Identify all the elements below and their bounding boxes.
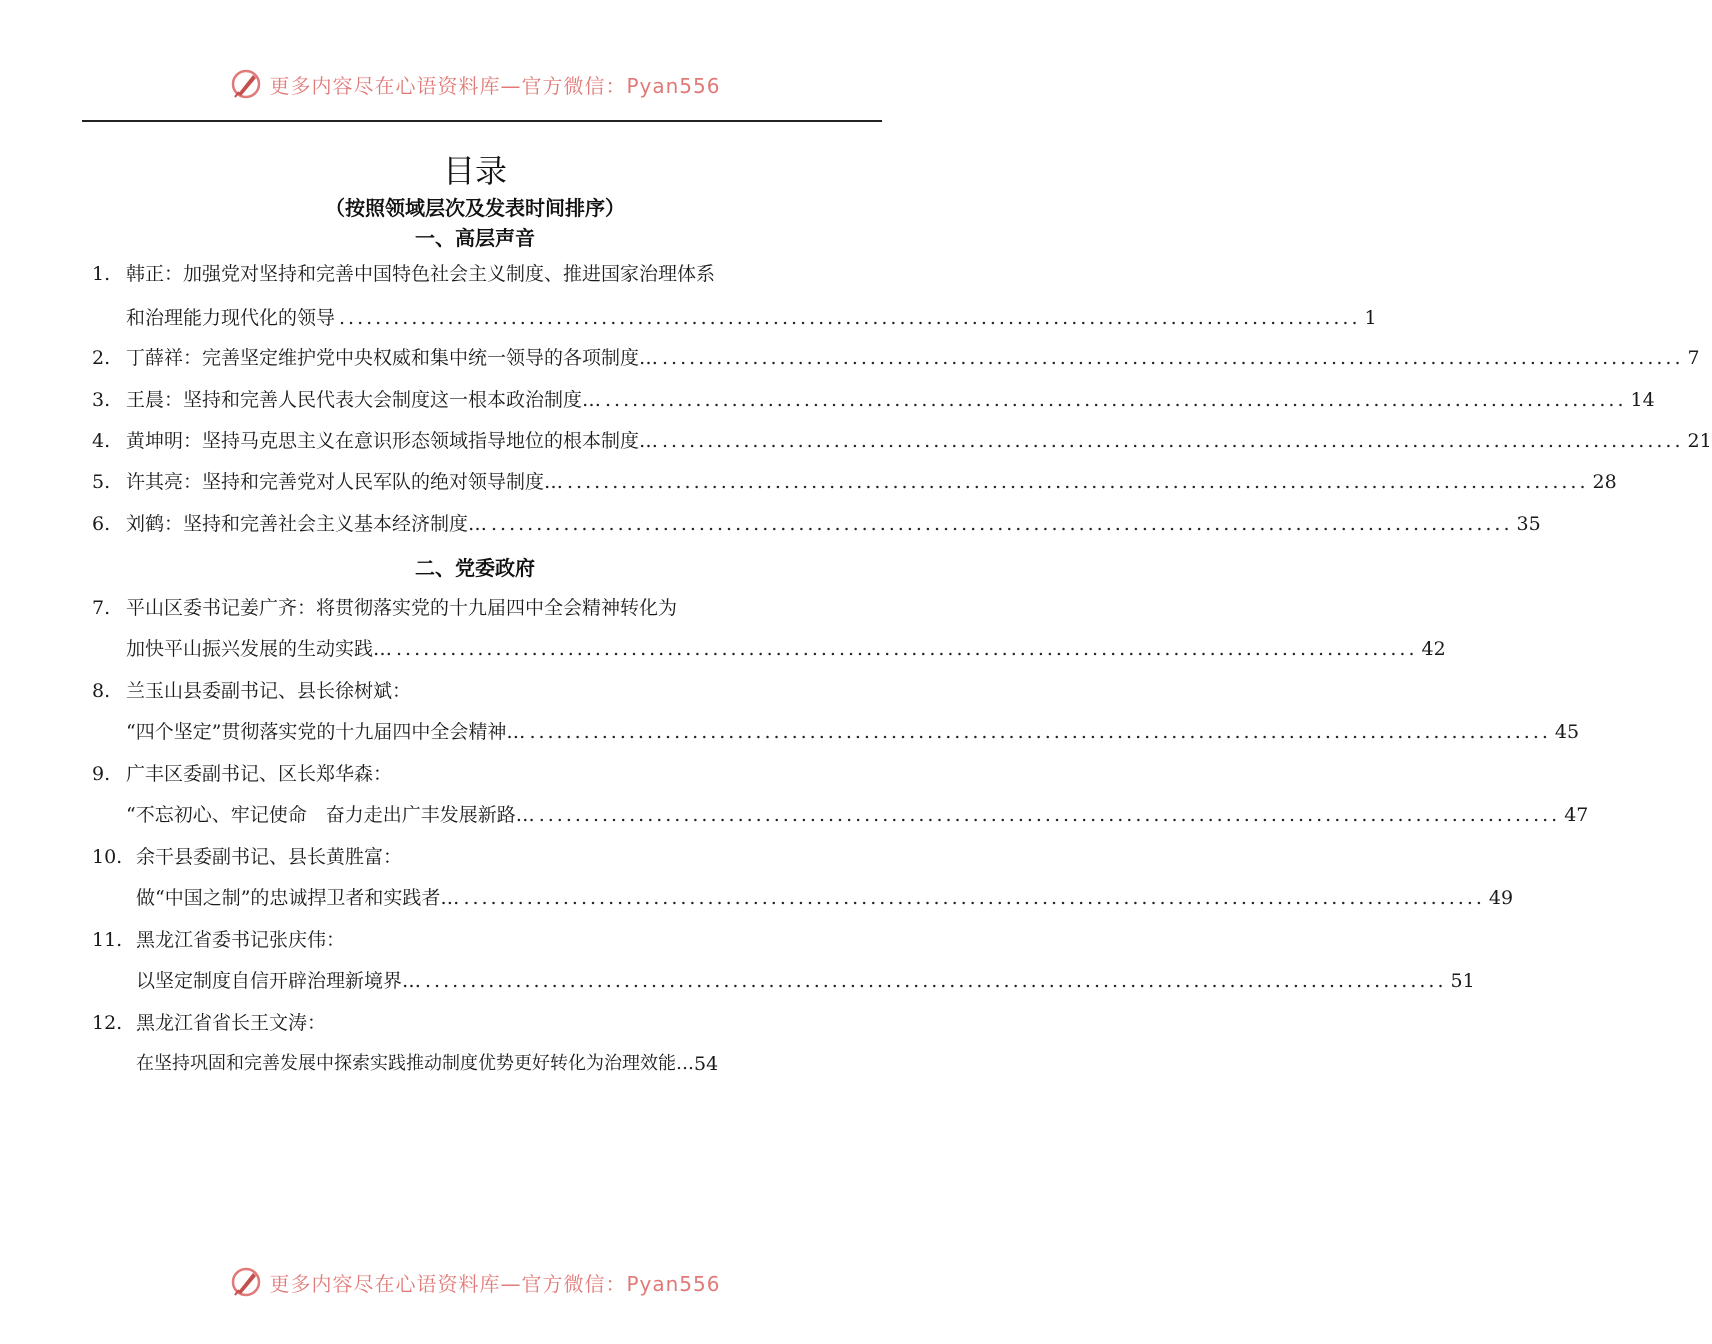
entry-number: 6. [92,513,111,535]
dot-leader: ................................................................................................................. [567,471,1589,493]
entry-number: 2. [92,347,111,369]
entry-title: 韩正：加强党对坚持和完善中国特色社会主义制度、推进国家治理体系 [126,263,716,285]
entry-title: 黑龙江省省长王文涛： [136,1012,327,1034]
page-number: 14 [1630,389,1655,411]
page-number: 54 [694,1053,719,1075]
entry-number: 9. [92,763,111,785]
toc-entry-continuation[interactable] [126,716,1580,748]
entry-title: 加快平山振兴发展的生动实践… [126,638,393,660]
toc-entry-continuation[interactable] [136,1048,860,1080]
entry-number: 5. [92,471,111,493]
toc-entry-continuation[interactable] [136,882,1514,914]
toc-entry[interactable] [92,758,852,790]
toc-entry-continuation[interactable] [126,799,1589,831]
dot-leader: ................................................................................................................. [339,307,1361,329]
entry-title: “不忘初心、牢记使命 奋力走出广丰发展新路… [126,804,535,826]
dot-leader: ................................................................................................................. [662,347,1684,369]
toc-entry[interactable] [92,258,852,290]
entry-title: 广丰区委副书记、区长郑华森： [126,763,393,785]
entry-title: 在坚持巩固和完善发展中探索实践推动制度优势更好转化为治理效能… [136,1053,694,1074]
toc-title: 目录 [442,152,507,190]
entry-title: 以坚定制度自信开辟治理新境界… [136,970,422,992]
entry-number: 12. [92,1012,123,1034]
dot-leader: ................................................................................................................. [529,721,1551,743]
dot-leader: ................................................................................................................. [425,970,1447,992]
entry-number: 7. [92,597,111,619]
toc-entry[interactable] [92,466,1617,498]
section-heading: 一、高层声音 [415,226,535,250]
toc-entry[interactable] [92,675,852,707]
section-heading: 二、党委政府 [415,556,535,580]
dot-leader: ................................................................................................................. [605,389,1627,411]
watermark-text: 更多内容尽在心语资料库—官方微信：Pyan556 [269,1271,721,1296]
entry-title: 黄坤明：坚持马克思主义在意识形态领域指导地位的根本制度… [126,430,659,452]
page-number: 47 [1564,804,1589,826]
toc-entry[interactable] [92,924,852,956]
toc-entry[interactable] [92,841,852,873]
toc-entry[interactable] [92,508,1541,540]
quill-logo-icon [229,67,263,101]
toc-entry[interactable] [92,425,1712,457]
entry-number: 4. [92,430,111,452]
entry-title: “四个坚定”贯彻落实党的十九届四中全会精神… [126,721,526,743]
toc-entry-continuation[interactable] [126,302,1377,334]
toc-subtitle: （按照领域层次及发表时间排序） [325,196,625,220]
quill-logo-icon [229,1265,263,1299]
toc-entry[interactable] [92,384,1655,416]
entry-title: 刘鹤：坚持和完善社会主义基本经济制度… [126,513,488,535]
entry-title: 王晨：坚持和完善人民代表大会制度这一根本政治制度… [126,389,602,411]
page-number: 7 [1687,347,1700,369]
page-number: 49 [1488,887,1514,909]
page-number: 42 [1421,638,1446,660]
entry-number: 8. [92,680,111,702]
entry-title: 许其亮：坚持和完善党对人民军队的绝对领导制度… [126,471,564,493]
entry-number: 11. [92,929,123,951]
entry-title: 余干县委副书记、县长黄胜富： [136,846,403,868]
entry-number: 3. [92,389,111,411]
entry-title: 兰玉山县委副书记、县长徐树斌： [126,680,412,702]
toc-entry-continuation[interactable] [136,965,1475,997]
dot-leader: ................................................................................................................. [396,638,1418,660]
watermark-text: 更多内容尽在心语资料库—官方微信：Pyan556 [269,73,721,98]
toc-entry[interactable] [92,592,852,624]
header-divider [82,120,882,122]
entry-title: 和治理能力现代化的领导 [126,307,336,329]
dot-leader: ................................................................................................................. [491,513,1513,535]
page-number: 35 [1516,513,1541,535]
page-number: 51 [1450,970,1475,992]
page-number: 1 [1364,307,1377,329]
dot-leader: ................................................................................................................. [538,804,1561,826]
page-number: 45 [1554,721,1580,743]
watermark-banner-bottom [0,1262,950,1302]
toc-entry[interactable] [92,342,1700,374]
entry-title: 黑龙江省委书记张庆伟： [136,929,346,951]
watermark-banner-top [0,64,950,104]
dot-leader: ................................................................................................................. [662,430,1684,452]
entry-title: 平山区委书记姜广齐：将贯彻落实党的十九届四中全会精神转化为 [126,597,678,619]
entry-number: 10. [92,846,123,868]
toc-entry[interactable] [92,1007,852,1039]
dot-leader: ................................................................................................................. [463,887,1485,909]
entry-number: 1. [92,263,111,285]
entry-title: 做“中国之制”的忠诚捍卫者和实践者… [136,887,460,909]
page-number: 28 [1592,471,1617,493]
entry-title: 丁薛祥：完善坚定维护党中央权威和集中统一领导的各项制度… [126,347,659,369]
page-number: 21 [1687,430,1712,452]
toc-entry-continuation[interactable] [126,633,1446,665]
